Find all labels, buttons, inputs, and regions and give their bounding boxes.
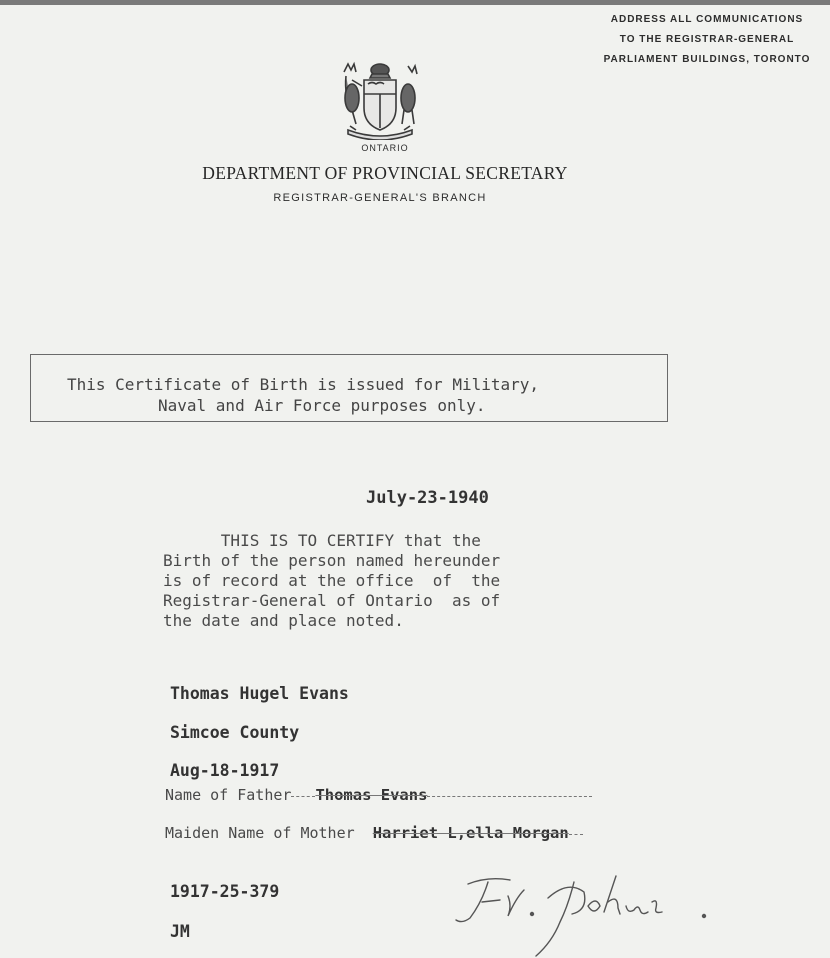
- registration-number: 1917-25-379: [170, 882, 280, 901]
- paragraph-line: THIS IS TO CERTIFY that the: [163, 531, 481, 550]
- purpose-notice-box: [30, 354, 668, 422]
- notice-line-2: Naval and Air Force purposes only.: [158, 396, 486, 415]
- person-name: Thomas Hugel Evans: [170, 684, 349, 703]
- certification-paragraph: [163, 531, 500, 631]
- mother-row: [165, 824, 583, 842]
- mother-label: Maiden Name of Mother: [165, 824, 355, 842]
- father-row: [165, 786, 592, 804]
- mother-name: Harriet L,ella Morgan: [372, 824, 569, 842]
- father-name: Thomas Evans: [315, 786, 428, 804]
- birth-date: Aug-18-1917: [170, 761, 280, 780]
- issue-date: July-23-1940: [366, 488, 489, 508]
- paragraph-line: the date and place noted.: [163, 611, 404, 630]
- mailing-address: [592, 10, 822, 70]
- address-line-2: TO THE REGISTRAR-GENERAL: [619, 34, 795, 45]
- registrar-signature: [448, 862, 718, 958]
- leader-dots: [569, 833, 583, 835]
- paragraph-line: Registrar-General of Ontario as of: [163, 591, 501, 610]
- leader-dots: [291, 795, 315, 797]
- ontario-coat-of-arms-icon: [334, 58, 426, 140]
- father-label: Name of Father: [165, 786, 292, 804]
- address-line-3: PARLIAMENT BUILDINGS, TORONTO: [603, 54, 811, 65]
- notice-line-1: This Certificate of Birth is issued for Military,: [67, 375, 540, 394]
- birth-place: Simcoe County: [170, 723, 300, 742]
- department-title: DEPARTMENT OF PROVINCIAL SECRETARY: [202, 163, 568, 183]
- address-line-1: ADDRESS ALL COMMUNICATIONS: [610, 14, 804, 25]
- scan-top-edge: [0, 0, 830, 5]
- province-label: ONTARIO: [361, 143, 409, 153]
- leader-dots: [427, 795, 592, 797]
- paragraph-line: is of record at the office of the: [163, 571, 501, 590]
- branch-title: REGISTRAR-GENERAL'S BRANCH: [273, 192, 487, 204]
- clerk-initials: JM: [170, 922, 190, 941]
- paragraph-line: Birth of the person named hereunder: [163, 551, 501, 570]
